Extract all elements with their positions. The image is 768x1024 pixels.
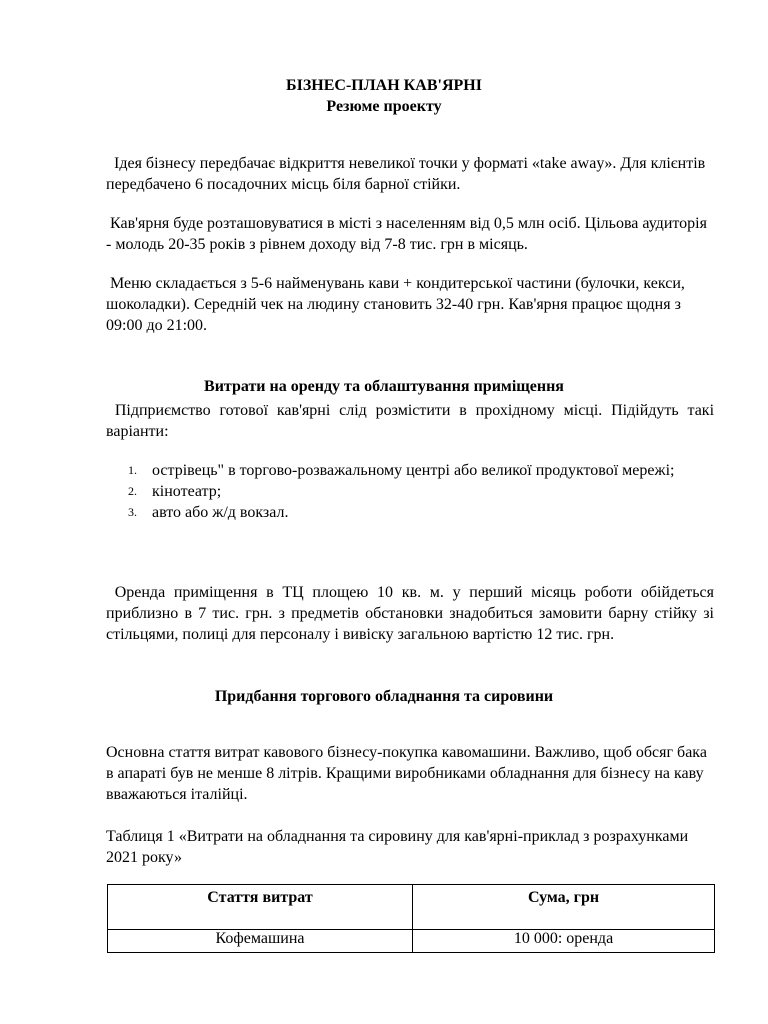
table-header-row — [108, 885, 715, 930]
table-cell-amount: 10 000: оренда — [413, 930, 715, 953]
location-options-list — [106, 460, 714, 523]
list-item-text: авто або ж/д вокзал. — [152, 504, 289, 521]
table-caption: Таблиця 1 «Витрати на обладнання та сировину для кав'ярні-приклад з розрахунками 2021 року» — [106, 828, 689, 866]
rent-cost-paragraph: Оренда приміщення в ТЦ площею 10 кв. м. у перший місяць роботи обійдеться приблизно в 7 тис. грн. з предметів обстановки знадобиться замовити барну стійку зі стільцями, полиці для персоналу і вивіску загальною вартістю 12 тис. грн. — [106, 584, 718, 643]
intro-paragraph-1: Ідея бізнесу передбачає відкриття невеликої точки у форматі «take away». Для клієнтів передбачено 6 посадочних місць біля барної стійки. — [106, 155, 710, 193]
list-item-text: кінотеатр; — [152, 483, 222, 500]
column-header-amount: Сума, грн — [413, 885, 715, 930]
list-item-number: 1. — [128, 463, 137, 477]
equipment-paragraph: Основна стаття витрат кавового бізнесу-покупка кавомашини. Важливо, щоб обсяг бака в апараті був не менше 8 літрів. Кращими виробниками обладнання для бізнесу на каву вважаються італійці. — [106, 744, 707, 803]
table-cell-expense-item: Кофемашина — [108, 930, 413, 953]
list-item — [106, 502, 714, 523]
intro-paragraph-2: Кав'ярня буде розташовуватися в місті з населенням від 0,5 млн осіб. Цільова аудиторія - молодь 20-35 років з рівнем доходу від 7-8 тис. грн в місяць. — [106, 215, 711, 253]
document-subtitle: Резюме проекту — [326, 98, 442, 115]
list-item-number: 3. — [128, 505, 137, 519]
column-header-expense-item: Стаття витрат — [108, 885, 413, 930]
list-item — [106, 481, 714, 502]
list-item-text: острівець" в торгово-розважальному центрі або великої продуктової мережі; — [152, 462, 675, 479]
equipment-section-heading: Придбання торгового обладнання та сировини — [214, 688, 554, 705]
table-row — [108, 930, 715, 953]
intro-paragraph-3: Меню складається з 5-6 найменувань кави + кондитерської частини (булочки, кекси, шоколадки). Середній чек на людину становить 32-40 грн. Кав'ярня працює щодня з 09:00 до 21:00. — [106, 275, 689, 334]
rent-intro-paragraph: Підприємство готової кав'ярні слід розмістити в прохідному місці. Підійдуть такі варіанти: — [106, 402, 719, 440]
expenses-table — [107, 884, 715, 953]
document-title: БІЗНЕС-ПЛАН КАВ'ЯРНІ — [286, 77, 482, 94]
rent-section-heading: Витрати на оренду та облаштування приміщення — [204, 378, 564, 395]
list-item — [106, 460, 714, 481]
list-item-number: 2. — [128, 484, 137, 498]
